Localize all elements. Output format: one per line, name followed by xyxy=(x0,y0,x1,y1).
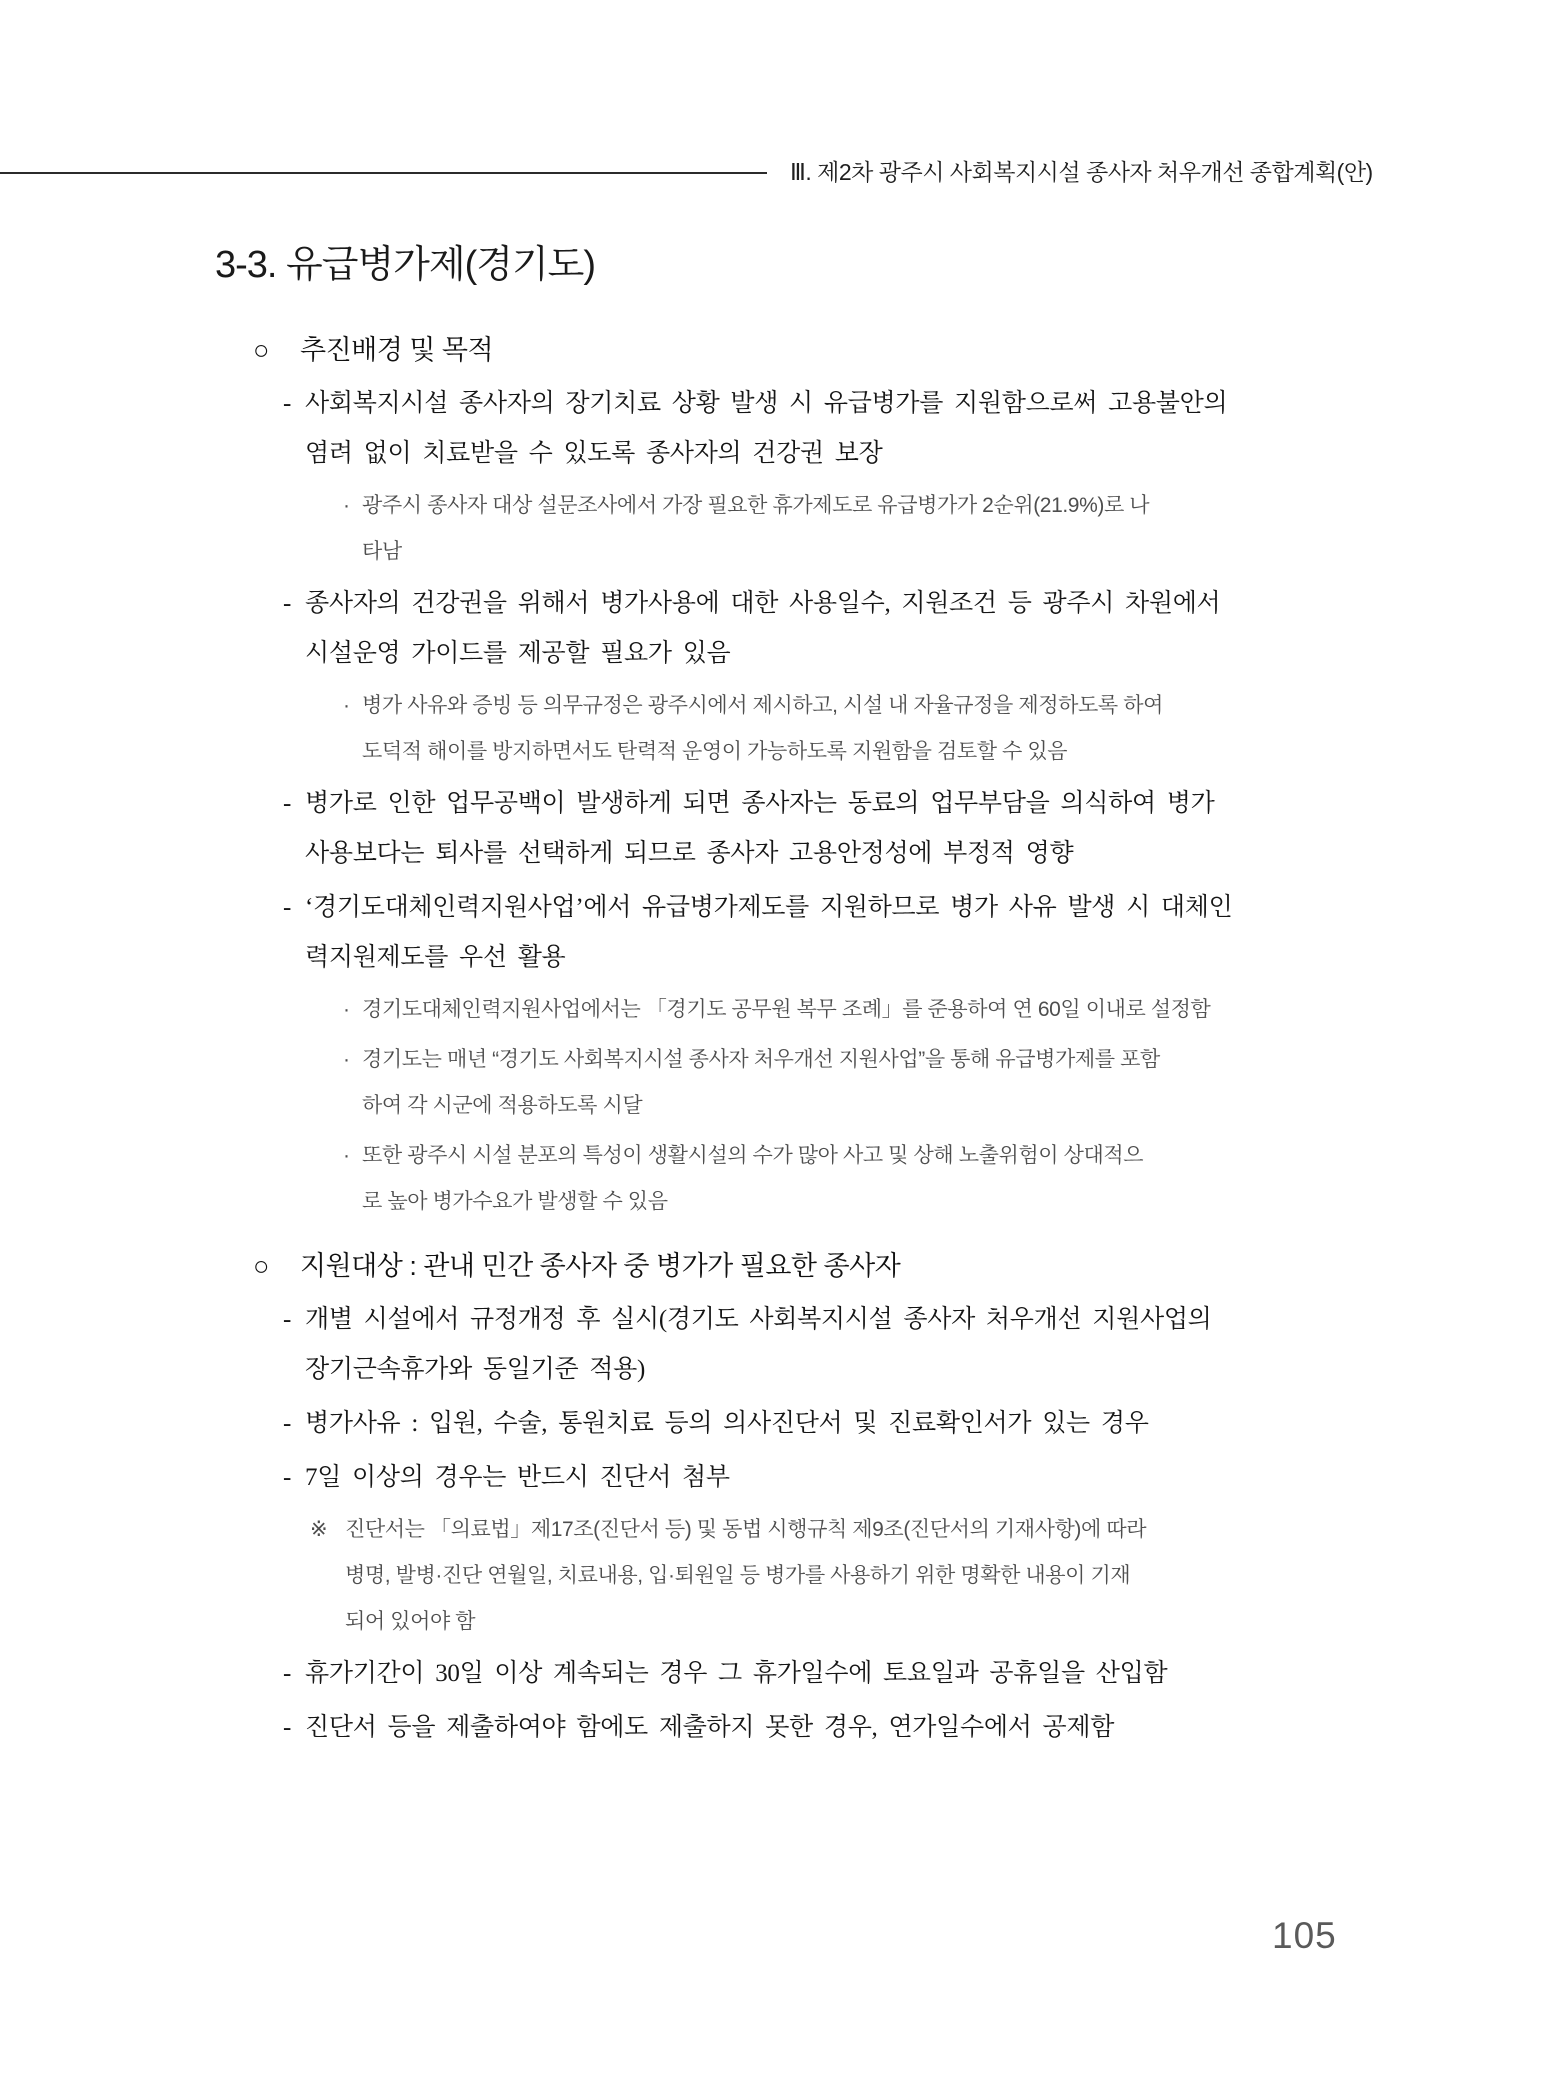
section-heading-text: 지원대상 : 관내 민간 종사자 중 병가가 필요한 종사자 xyxy=(300,1251,901,1281)
circle-bullet-icon: ○ xyxy=(253,1251,269,1281)
item-text xyxy=(362,683,1544,775)
item-text xyxy=(362,987,1544,1033)
dot-bullet-icon: · xyxy=(343,998,350,1021)
list-item xyxy=(0,1453,1544,1503)
page-content xyxy=(0,243,1544,1757)
item-text xyxy=(305,1295,1544,1395)
text-line: 경기도는 매년 “경기도 사회복지시설 종사자 처우개선 지원사업”을 통해 유급병가제를 포함 xyxy=(362,1048,1160,1071)
section-background-purpose xyxy=(0,333,1544,1225)
running-header: Ⅲ. 제2차 광주시 사회복지시설 종사자 처우개선 종합계획(안) xyxy=(790,159,1373,185)
list-item xyxy=(0,1649,1544,1699)
text-line: 도덕적 해이를 방지하면서도 탄력적 운영이 가능하도록 지원함을 검토할 수 있음 xyxy=(362,740,1068,763)
section-heading xyxy=(0,1249,1544,1283)
text-line: 염려 없이 치료받을 수 있도록 종사자의 건강권 보장 xyxy=(305,440,883,467)
list-subitem xyxy=(0,987,1544,1033)
text-line: 개별 시설에서 규정개정 후 실시(경기도 사회복지시설 종사자 처우개선 지원사업의 xyxy=(305,1306,1212,1333)
dot-bullet-icon: · xyxy=(343,1144,350,1167)
dash-bullet-icon: - xyxy=(283,1660,292,1687)
reference-note xyxy=(0,1507,1544,1645)
list-subitem xyxy=(0,1133,1544,1225)
text-line: 병명, 발병·진단 연월일, 치료내용, 입·퇴원일 등 병가를 사용하기 위한 명확한 내용이 기재 xyxy=(345,1564,1131,1587)
text-line: ‘경기도대체인력지원사업’에서 유급병가제도를 지원하므로 병가 사유 발생 시 대체인 xyxy=(305,894,1233,921)
page-title: 3-3. 유급병가제(경기도) xyxy=(215,244,596,286)
reference-mark-icon: ※ xyxy=(310,1518,328,1541)
item-text xyxy=(305,1399,1544,1449)
section-support-target xyxy=(0,1249,1544,1753)
text-line: 경기도대체인력지원사업에서는 「경기도 공무원 복무 조례」를 준용하여 연 60일 이내로 설정함 xyxy=(362,998,1211,1021)
dash-bullet-icon: - xyxy=(283,1410,292,1437)
list-subitem xyxy=(0,483,1544,575)
dot-bullet-icon: · xyxy=(343,694,350,717)
item-text xyxy=(362,483,1544,575)
text-line: 종사자의 건강권을 위해서 병가사용에 대한 사용일수, 지원조건 등 광주시 차원에서 xyxy=(305,590,1221,617)
item-text xyxy=(305,883,1544,983)
text-line: 력지원제도를 우선 활용 xyxy=(305,944,566,971)
dash-bullet-icon: - xyxy=(283,1714,292,1741)
dash-bullet-icon: - xyxy=(283,894,292,921)
text-line: 되어 있어야 함 xyxy=(345,1610,476,1633)
list-item xyxy=(0,883,1544,983)
text-line: 진단서는 「의료법」제17조(진단서 등) 및 동법 시행규칙 제9조(진단서의 기재사항)에 따라 xyxy=(345,1518,1147,1541)
list-subitem xyxy=(0,683,1544,775)
text-line: 휴가기간이 30일 이상 계속되는 경우 그 휴가일수에 토요일과 공휴일을 산입함 xyxy=(305,1660,1168,1687)
text-line: 진단서 등을 제출하여야 함에도 제출하지 못한 경우, 연가일수에서 공제함 xyxy=(305,1714,1115,1741)
item-text xyxy=(362,1037,1544,1129)
section-heading xyxy=(0,333,1544,367)
item-text xyxy=(305,1453,1544,1503)
section-heading-text: 추진배경 및 목적 xyxy=(300,335,494,365)
item-text xyxy=(305,779,1544,879)
circle-bullet-icon: ○ xyxy=(253,335,269,365)
header-rule xyxy=(0,172,767,174)
text-line: 로 높아 병가수요가 발생할 수 있음 xyxy=(362,1190,668,1213)
list-item xyxy=(0,779,1544,879)
text-line: 시설운영 가이드를 제공할 필요가 있음 xyxy=(305,640,731,667)
item-text xyxy=(345,1507,1544,1645)
text-line: 타남 xyxy=(362,540,402,563)
item-text xyxy=(305,1703,1544,1753)
list-item xyxy=(0,1399,1544,1449)
text-line: 병가로 인한 업무공백이 발생하게 되면 종사자는 동료의 업무부담을 의식하여 병가 xyxy=(305,790,1215,817)
dash-bullet-icon: - xyxy=(283,790,292,817)
text-line: 사용보다는 퇴사를 선택하게 되므로 종사자 고용안정성에 부정적 영향 xyxy=(305,840,1074,867)
list-item xyxy=(0,379,1544,479)
text-line: 광주시 종사자 대상 설문조사에서 가장 필요한 휴가제도로 유급병가가 2순위(21.9%)로 나 xyxy=(362,494,1150,517)
text-line: 또한 광주시 시설 분포의 특성이 생활시설의 수가 많아 사고 및 상해 노출위험이 상대적으 xyxy=(362,1144,1144,1167)
dash-bullet-icon: - xyxy=(283,390,292,417)
dash-bullet-icon: - xyxy=(283,590,292,617)
item-text xyxy=(305,1649,1544,1699)
dot-bullet-icon: · xyxy=(343,494,350,517)
list-subitem xyxy=(0,1037,1544,1129)
text-line: 사회복지시설 종사자의 장기치료 상황 발생 시 유급병가를 지원함으로써 고용불안의 xyxy=(305,390,1228,417)
list-item xyxy=(0,1295,1544,1395)
dot-bullet-icon: · xyxy=(343,1048,350,1071)
text-line: 병가 사유와 증빙 등 의무규정은 광주시에서 제시하고, 시설 내 자율규정을 제정하도록 하여 xyxy=(362,694,1163,717)
text-line: 하여 각 시군에 적용하도록 시달 xyxy=(362,1094,643,1117)
list-item xyxy=(0,1703,1544,1753)
item-text xyxy=(305,579,1544,679)
text-line: 병가사유 : 입원, 수술, 통원치료 등의 의사진단서 및 진료확인서가 있는 경우 xyxy=(305,1410,1149,1437)
text-line: 장기근속휴가와 동일기준 적용) xyxy=(305,1356,645,1383)
dash-bullet-icon: - xyxy=(283,1306,292,1333)
list-item xyxy=(0,579,1544,679)
dash-bullet-icon: - xyxy=(283,1464,292,1491)
page-number: 105 xyxy=(1272,1915,1337,1956)
item-text xyxy=(362,1133,1544,1225)
text-line: 7일 이상의 경우는 반드시 진단서 첨부 xyxy=(305,1464,730,1491)
item-text xyxy=(305,379,1544,479)
